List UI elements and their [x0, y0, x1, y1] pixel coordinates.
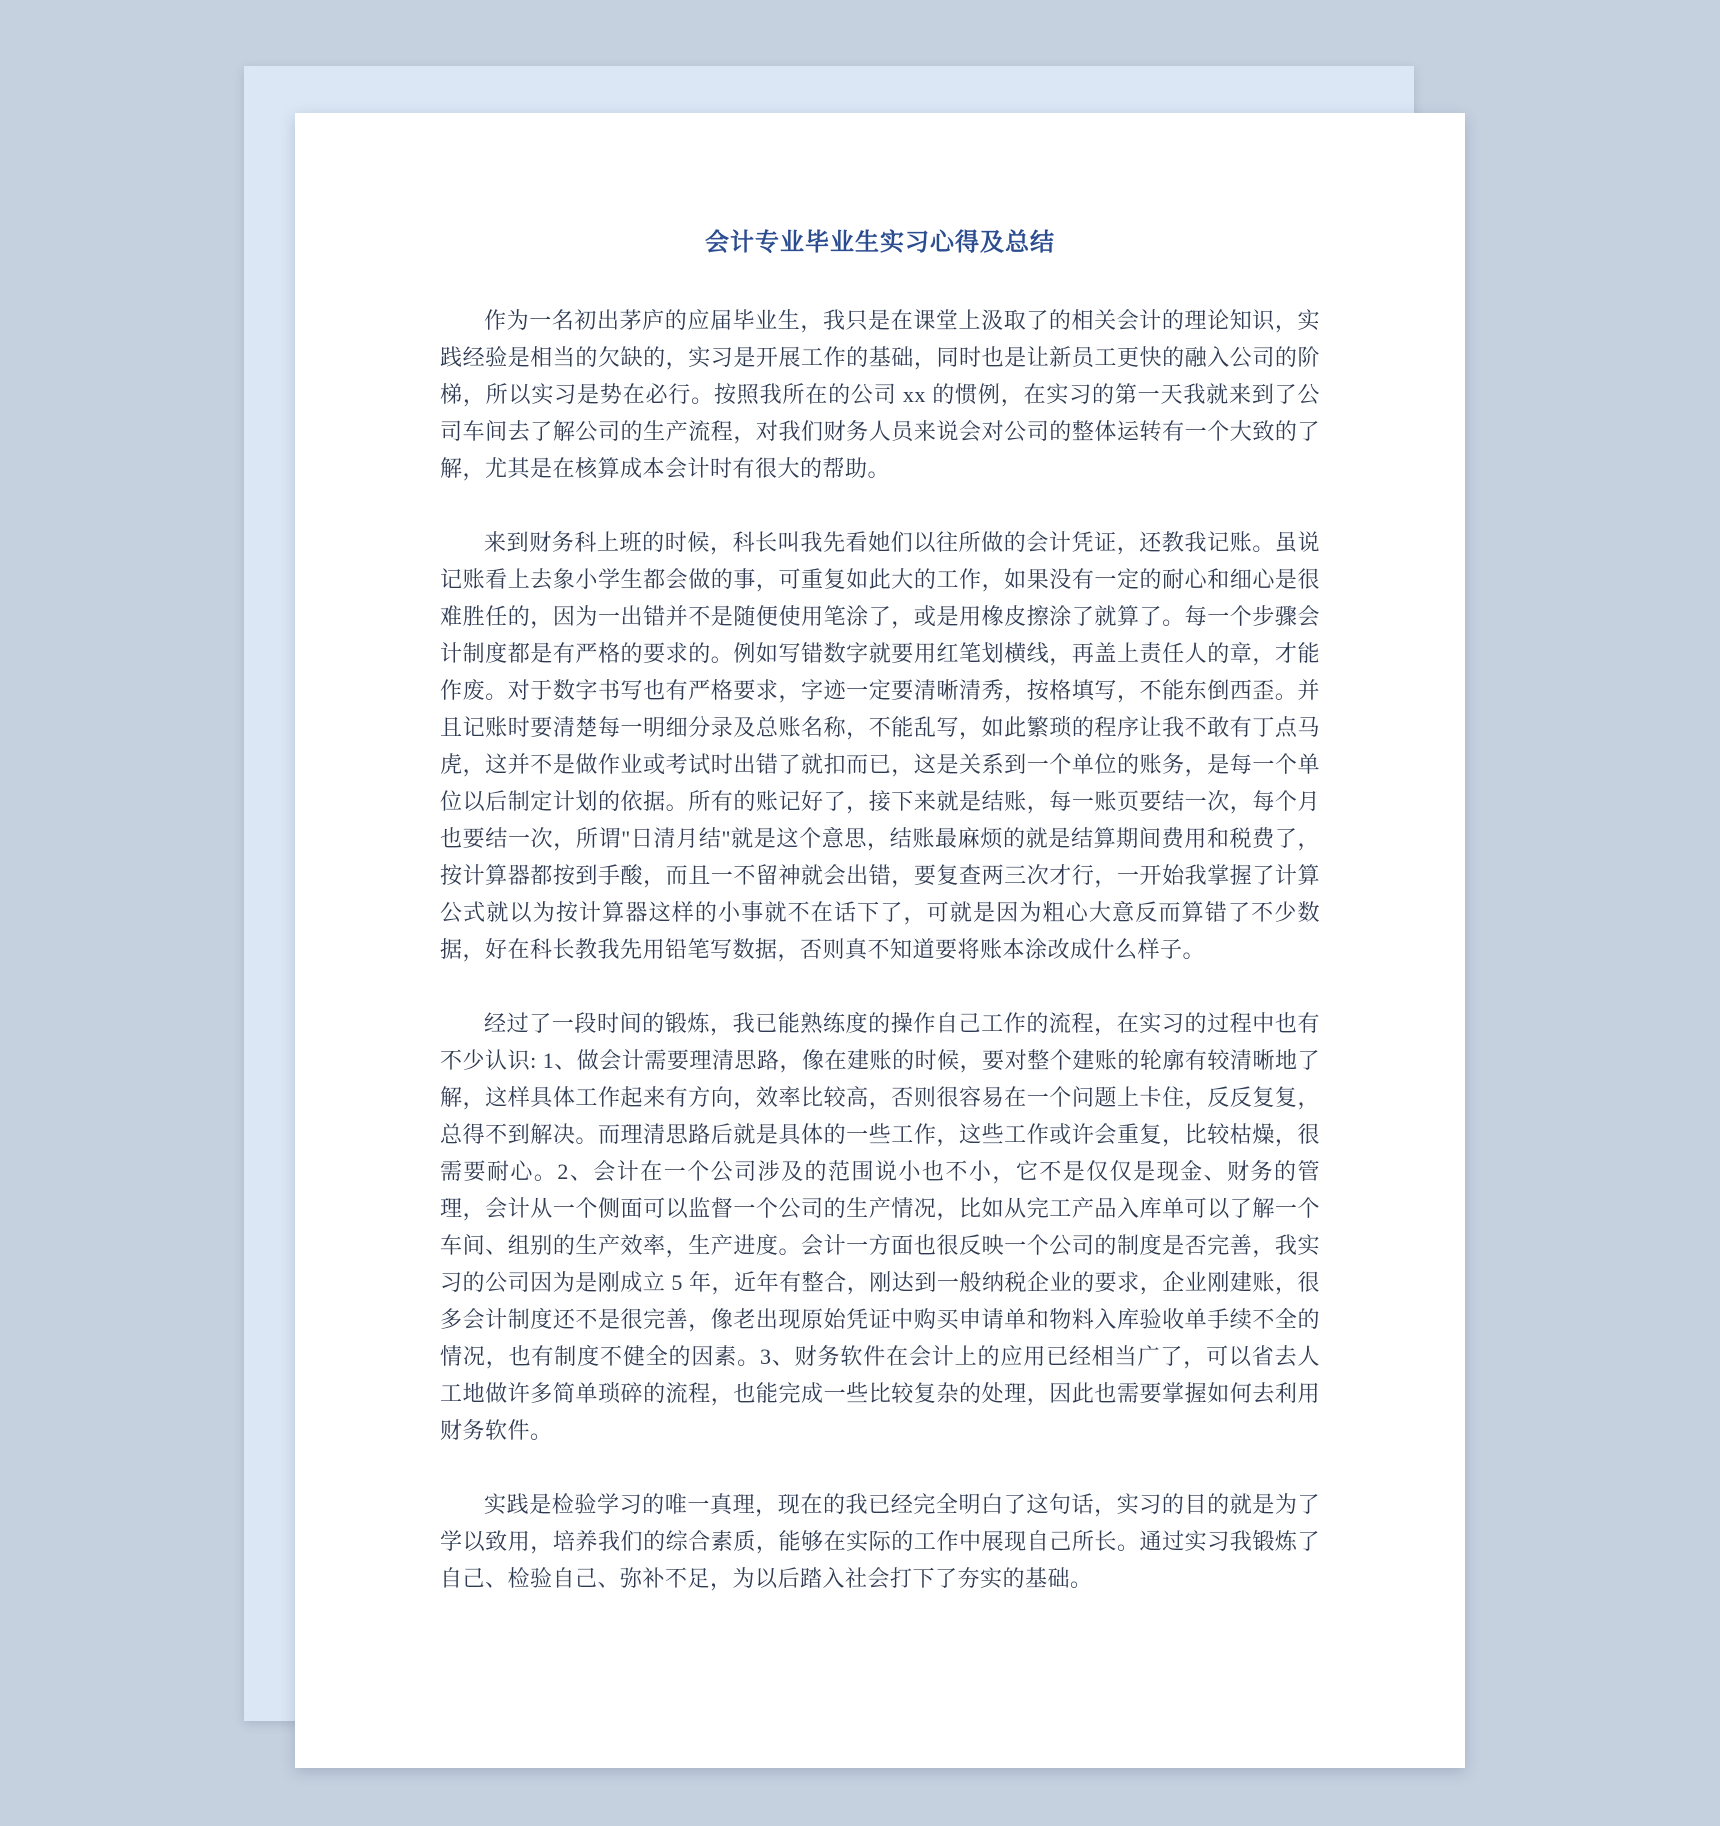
document-page — [295, 113, 1465, 1768]
document-body — [440, 302, 1320, 1597]
document-title: 会计专业毕业生实习心得及总结 — [705, 230, 1055, 256]
paragraph-bookkeeping-experience: 来到财务科上班的时候，科长叫我先看她们以往所做的会计凭证，还教我记账。虽说记账看上去象小学生都会做的事，可重复如此大的工作，如果没有一定的耐心和细心是很难胜任的，因为一出错并不是随便使用笔涂了，或是用橡皮擦涂了就算了。每一个步骤会计制度都是有严格的要求的。例如写错数字就要用红笔划横线，再盖上责任人的章，才能作废。对于数字书写也有严格要求，字迹一定要清晰清秀，按格填写，不能东倒西歪。并且记账时要清楚每一明细分录及总账名称，不能乱写，如此繁琐的程序让我不敢有丁点马虎，这并不是做作业或考试时出错了就扣而已，这是关系到一个单位的账务，是每一个单位以后制定计划的依据。所有的账记好了，接下来就是结账，每一账页要结一次，每个月也要结一次，所谓"日清月结"就是这个意思，结账最麻烦的就是结算期间费用和税费了，按计算器都按到手酸，而且一不留神就会出错，要复查两三次才行，一开始我掌握了计算公式就以为按计算器这样的小事就不在话下了，可就是因为粗心大意反而算错了不少数据，好在科长教我先用铅笔写数据，否则真不知道要将账本涂改成什么样子。 — [440, 530, 1320, 962]
paragraph-lessons-learned: 经过了一段时间的锻炼，我已能熟练度的操作自己工作的流程，在实习的过程中也有不少认识: 1、做会计需要理清思路，像在建账的时候，要对整个建账的轮廓有较清晰地了解，这样具体工作起来有方向，效率比较高，否则很容易在一个问题上卡住，反反复复，总得不到解决。而理清思路后就是具体的一些工作，这些工作或许会重复，比较枯燥，很需要耐心。2、会计在一个公司涉及的范围说小也不小，它不是仅仅是现金、财务的管理，会计从一个侧面可以监督一个公司的生产情况，比如从完工产品入库单可以了解一个车间、组别的生产效率，生产进度。会计一方面也很反映一个公司的制度是否完善，我实习的公司因为是刚成立 5 年，近年有整合，刚达到一般纳税企业的要求，企业刚建账，很多会计制度还不是很完善，像老出现原始凭证中购买申请单和物料入库验收单手续不全的情况，也有制度不健全的因素。3、财务软件在会计上的应用已经相当广了，可以省去人工地做许多简单琐碎的流程，也能完成一些比较复杂的处理，因此也需要掌握如何去利用财务软件。 — [440, 1011, 1320, 1443]
paragraph-conclusion: 实践是检验学习的唯一真理，现在的我已经完全明白了这句话，实习的目的就是为了学以致用，培养我们的综合素质，能够在实际的工作中展现自己所长。通过实习我锻炼了自己、检验自己、弥补不足，为以后踏入社会打下了夯实的基础。 — [440, 1492, 1320, 1591]
paragraph-intro: 作为一名初出茅庐的应届毕业生，我只是在课堂上汲取了的相关会计的理论知识，实践经验是相当的欠缺的，实习是开展工作的基础，同时也是让新员工更快的融入公司的阶梯，所以实习是势在必行。按照我所在的公司 xx 的惯例，在实习的第一天我就来到了公司车间去了解公司的生产流程，对我们财务人员来说会对公司的整体运转有一个大致的了解，尤其是在核算成本会计时有很大的帮助。 — [440, 308, 1320, 481]
